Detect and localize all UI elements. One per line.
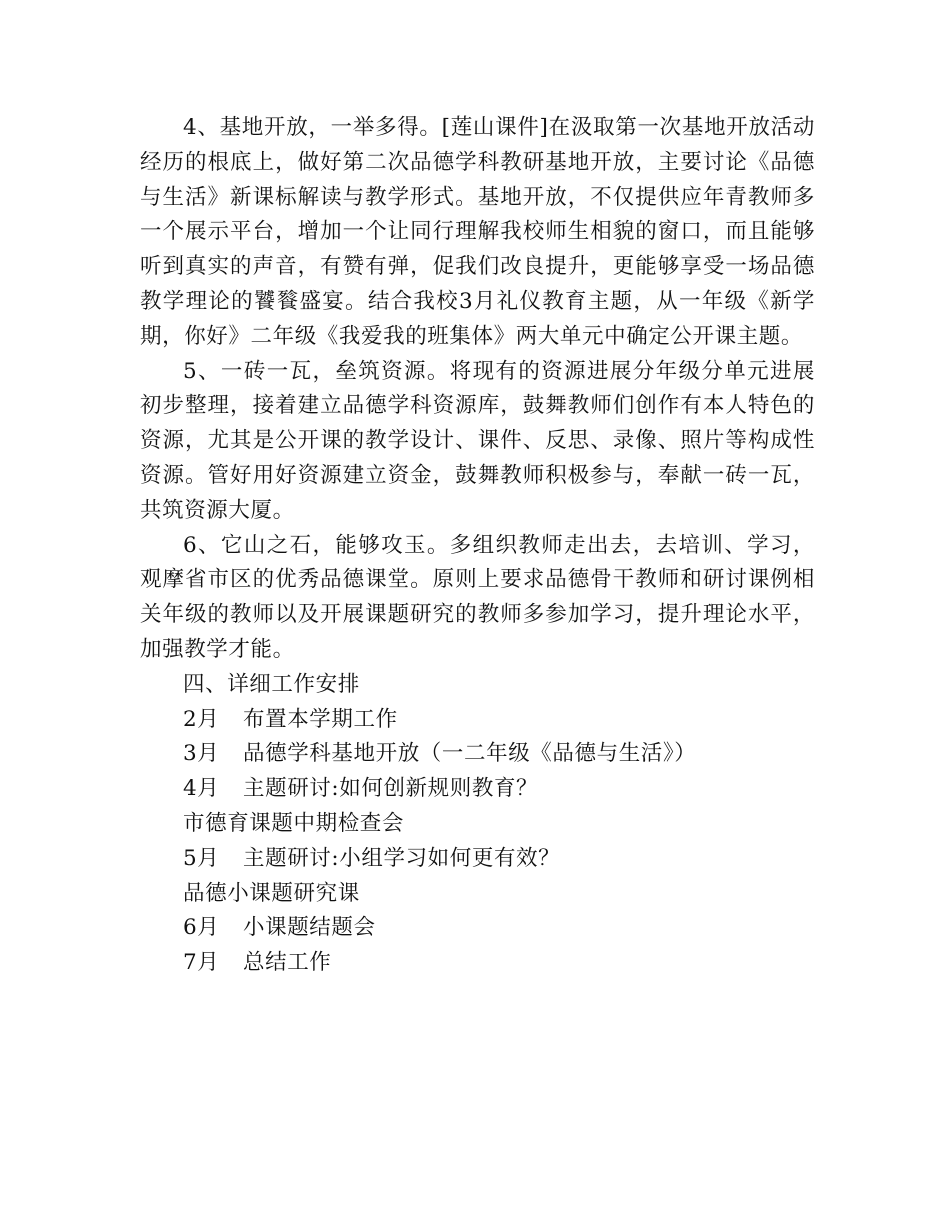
schedule-row (140, 946, 815, 981)
document-page (140, 111, 815, 981)
schedule-month: 4月 (183, 776, 220, 802)
schedule-row (140, 703, 815, 738)
schedule-task: 总结工作 (243, 950, 332, 976)
schedule-row-continued (140, 807, 815, 842)
schedule-row (140, 842, 815, 877)
schedule-task: 市德育课题中期检查会 (183, 810, 405, 836)
schedule-task: 布置本学期工作 (243, 706, 398, 732)
schedule-month: 5月 (183, 845, 220, 871)
schedule-task: 品德学科基地开放（一二年级《品德与生活》） (243, 741, 697, 767)
schedule-month: 7月 (183, 950, 220, 976)
schedule-task: 主题研讨:小组学习如何更有效？ (243, 845, 561, 871)
schedule-task: 品德小课题研究课 (183, 880, 360, 906)
schedule-row (140, 911, 815, 946)
schedule-row (140, 772, 815, 807)
paragraph-resources: 5、一砖一瓦，垒筑资源。将现有的资源进展分年级分单元进展初步整理，接着建立品德学科资源库，鼓舞教师们创作有本人特色的资源，尤其是公开课的教学设计、课件、反思、录像、照片等构成性资源。管好用好资源建立资金，鼓舞教师积极参与，奉献一砖一瓦，共筑资源大厦。 (140, 358, 815, 523)
section-title: 四、详细工作安排 (183, 671, 360, 697)
schedule-task: 小课题结题会 (243, 915, 376, 941)
paragraph-base-opening: 4、基地开放，一举多得。[莲山课件]在汲取第一次基地开放活动经历的根底上，做好第二次品德学科教研基地开放，主要讨论《品德与生活》新课标解读与教学形式。基地开放，不仅提供应年青教师多一个展示平台，增加一个让同行理解我校师生相貌的窗口，而且能够听到真实的声音，有赞有弹，促我们改良提升，更能够享受一场品德教学理论的饕餮盛宴。结合我校3月礼仪教育主题，从一年级《新学期，你好》二年级《我爱我的班集体》两大单元中确定公开课主题。 (140, 115, 815, 349)
schedule-task: 主题研讨:如何创新规则教育？ (243, 776, 539, 802)
schedule-month: 6月 (183, 915, 220, 941)
paragraph-training: 6、它山之石，能够攻玉。多组织教师走出去，去培训、学习，观摩省市区的优秀品德课堂。原则上要求品德骨干教师和研讨课例相关年级的教师以及开展课题研究的教师多参加学习，提升理论水平，加强教学才能。 (140, 532, 815, 662)
schedule-month: 3月 (183, 741, 220, 767)
schedule-month: 2月 (183, 706, 220, 732)
schedule-row (140, 737, 815, 772)
schedule-row-continued (140, 877, 815, 912)
